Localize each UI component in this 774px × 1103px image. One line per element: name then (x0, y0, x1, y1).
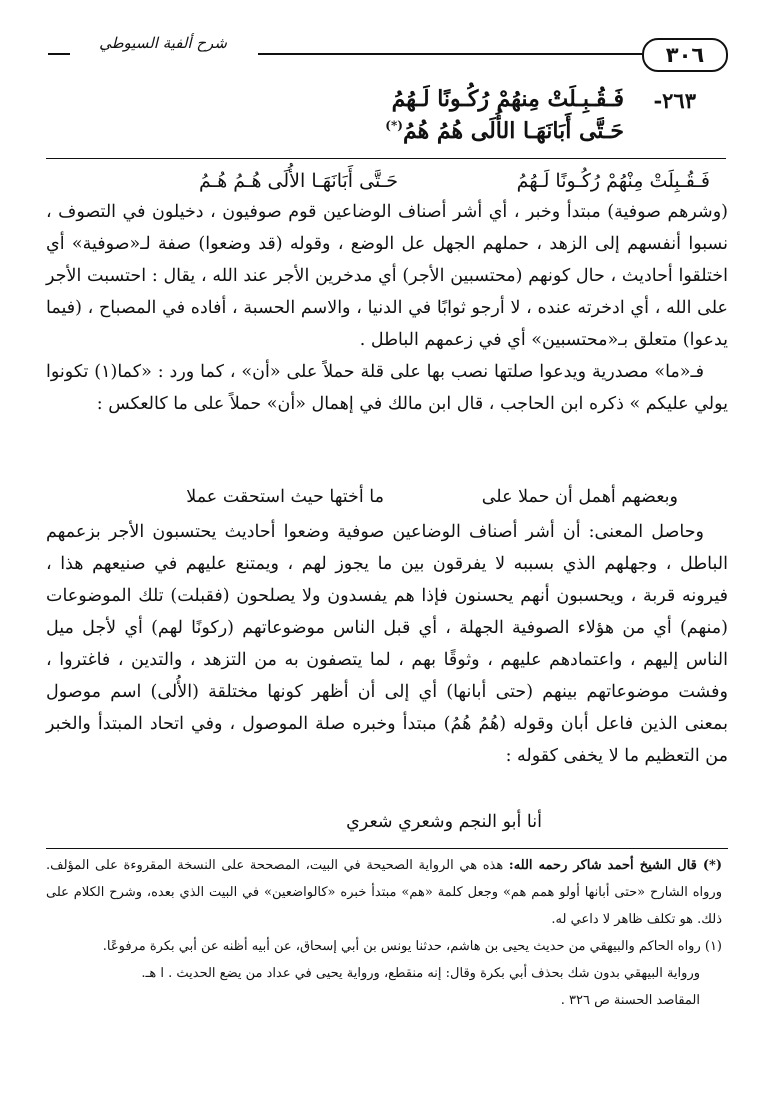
verse-line-2 (385, 118, 624, 144)
poem-hemistich-left: ما أختها حيث استحقت عملا (186, 487, 384, 507)
verse-number: ٢٦٣- (653, 88, 696, 113)
footnotes (46, 852, 722, 1014)
paragraph-1: (وشرهم صوفية) مبتدأ وخبر ، أي أشر أصناف الوضاعين قوم صوفيون ، دخيلون في التصوف ، نسبوا أنفسهم إلى الزهد ، حملهم الجهل عل الوضع ، وقوله (قد وضعوا) صفة لـ«صوفية» أي اختلقوا أحاديث ، حال كونهم (محتسبين الأجر) أي مدخرين الأجر عند الله ، يقال : احتسبت الأجر على الله ، أي ادخرته عنده ، لا أرجو ثوابًا في الدنيا ، والاسم الحسبة ، أفاده في المصباح ، (فيما يدعوا) متعلق بـ«محتسبين» أي في زعمهم الباطل . (46, 202, 728, 350)
poem-line: أنا أبو النجم وشعري شعري (346, 812, 542, 832)
footnote-1-cont: ورواية البيهقي بدون شك بحذف أبي بكرة وقال: إنه منقطع، ورواية يحيى في عداد من يضع الحديث . ا هـ. (141, 966, 700, 981)
hemistich-right: فَـقُـبِلَتْ مِنْهُمْ رُكُـونًا لَـهُمُ (516, 170, 710, 192)
page-header (48, 34, 728, 80)
paragraph-2: فـ«ما» مصدرية ويدعوا صلتها نصب بها على قلة حملاً على «أن» ، كما ورد : «كما(١) تكونوا يولي عليكم » ذكره ابن الحاجب ، قال ابن مالك في إهمال «أن» حملاً على ما كالعكس : (46, 362, 728, 414)
header-rule (258, 53, 642, 55)
commentary-text (46, 196, 728, 420)
footnote-divider (46, 848, 728, 849)
commentary-text-2 (46, 516, 728, 772)
footnote-1: (١) رواه الحاكم والبيهقي من حديث يحيى بن هاشم، حدثنا يونس بن أبي إسحاق، عن أبيه أظنه عن أبي بكرة مرفوعًا. (102, 939, 722, 954)
paragraph-3: وحاصل المعنى: أن أشر أصناف الوضاعين صوفية وضعوا أحاديث يحتسبون الأجر بزعمهم الباطل ، وجهلهم الذي بسببه لا يفرقون بين ما يجوز لهم ، ويمتنع عليهم في صنيعهم هذا ، فيرونه قربة ، ويحسبون أنهم يحسنون فإذا هم يفسدون ولا يصلحون (فقبلت) تلك الموضوعات (منهم) أي من هؤلاء الصوفية الجهلة ، أي قبل الناس موضوعاتهم (ركونًا لهم) أي لأجل ميل الناس إليهم ، واعتمادهم عليهم ، وثوقًا بهم ، لما يتصفون به من التزهد ، والتدين ، فاغتروا ، وفشت موضوعاتهم بينهم (حتى أبانها) أي إلى أن أظهر كونها مختلقة (الأُلى) اسم موصول بمعنى الذين فاعل أبان وقوله (هُمُ هُمُ) مبتدأ وخبره صلة الموصول ، وفي اتحاد المبتدأ والخبر من التعظيم ما لا يخفى كقوله : (46, 522, 728, 766)
section-divider (46, 158, 726, 159)
hemistich-left: حَـتَّى أَبَانَهَـا الأُلَى هُـمُ هُـمُ (199, 170, 398, 192)
footnote-1-source: المقاصد الحسنة ص ٣٢٦ . (560, 993, 700, 1008)
page-number: ٣٠٦ (642, 38, 728, 72)
poem-hemistich-right: وبعضهم أهمل أن حملا على (481, 487, 678, 507)
footnote-star (46, 852, 722, 933)
verse-line-2-text: حَـتَّى أَبَانَهَـا الأُلَى هُمُ هُمُ (402, 118, 624, 144)
verse-line-1: فَـقُـبِـلَتْ مِنهُمْ رُكُـونًا لَـهُمُ (391, 86, 624, 112)
footnote-star-label: (*) قال الشيخ أحمد شاكر رحمه الله: (508, 858, 722, 873)
footnote-marker-star: (*) (385, 118, 403, 133)
running-title: شرح ألفية السيوطي (99, 34, 227, 52)
header-rule-short (48, 53, 70, 55)
footnote-star-text: هذه هي الرواية الصحيحة في البيت، المصححة على النسخة المقروءة على المؤلف. ورواه الشارح «حتى أبانها أولو همم هم» وجعل كلمة «هم» مبتدأ خبره «كالواضعين» في البيت الذي بعده، وشرح الكلام على ذلك. هو تكلف ظاهر لا داعي له. (46, 858, 722, 927)
